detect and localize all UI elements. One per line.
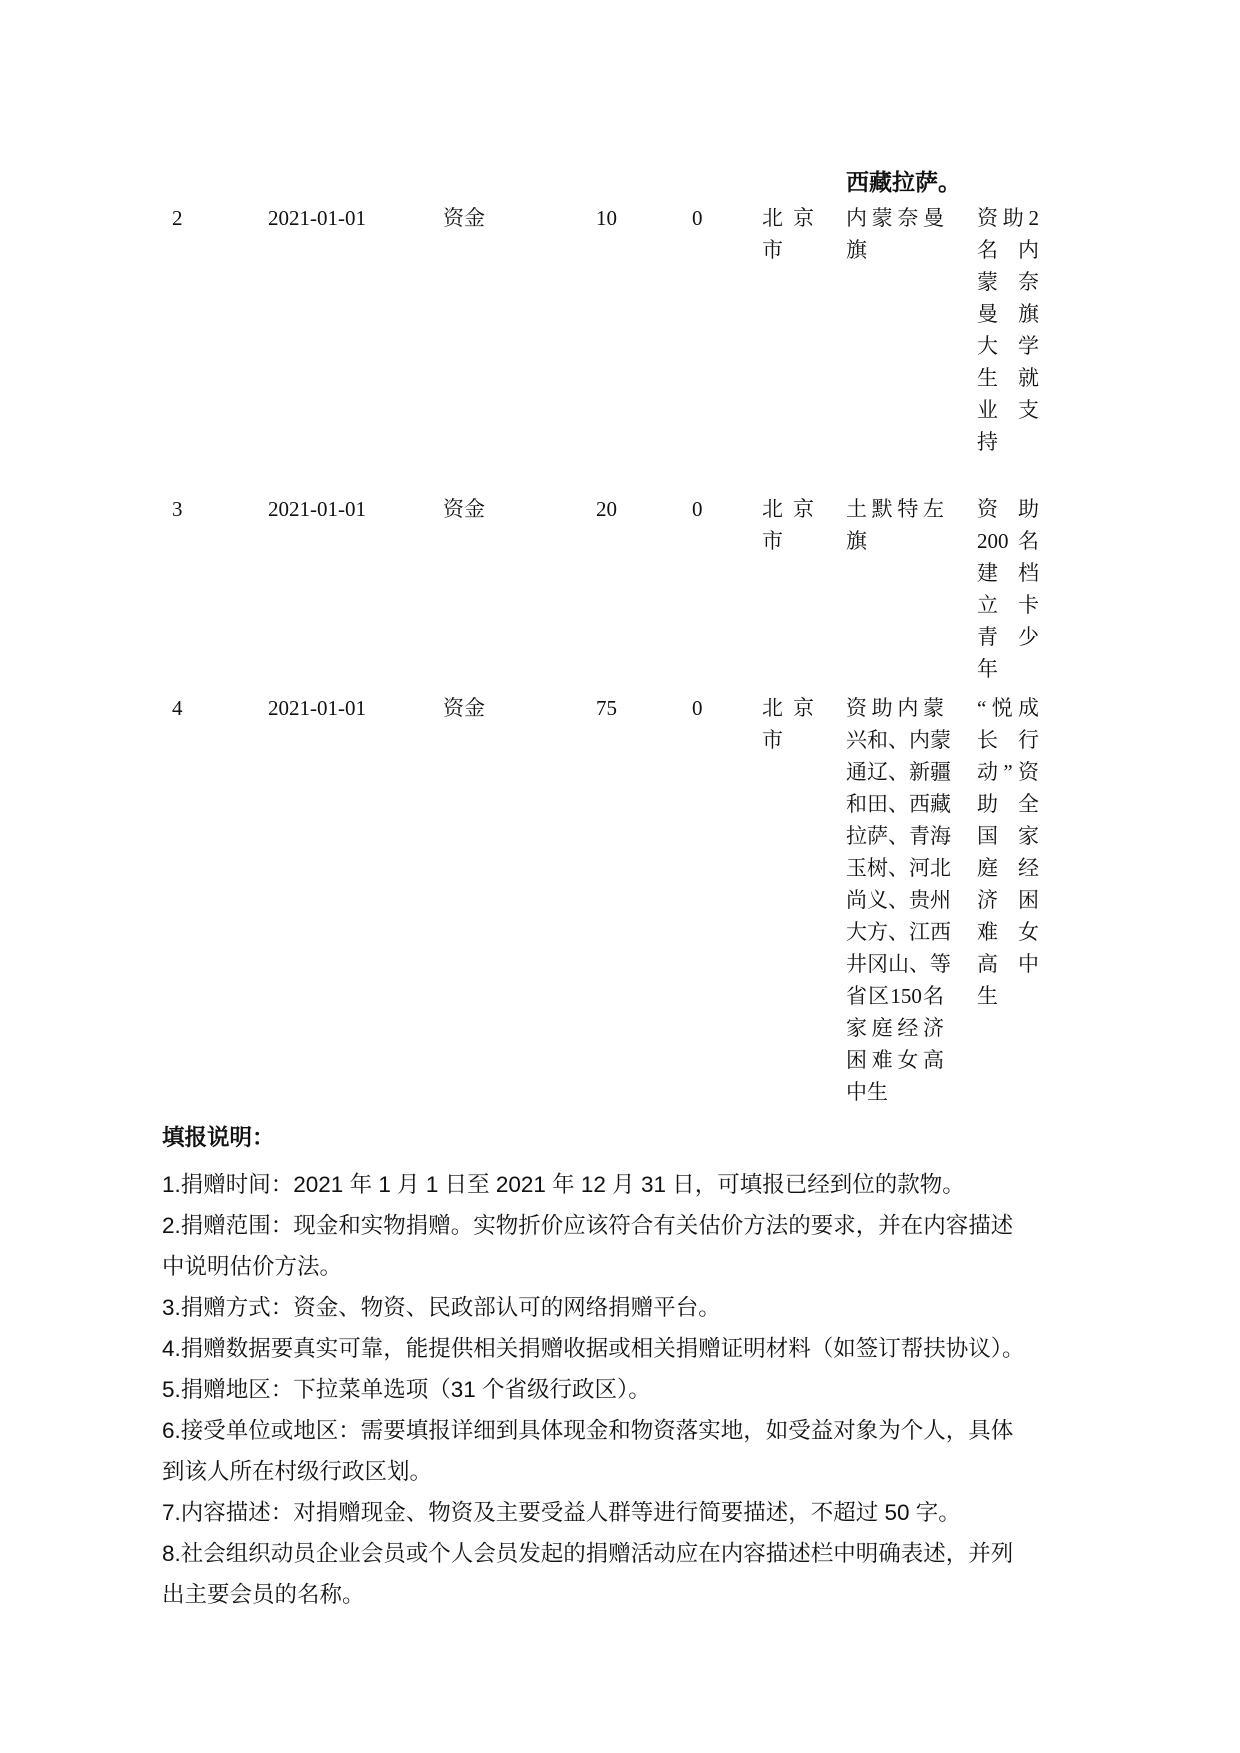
cell-line: 兴和、内蒙 [846, 728, 951, 752]
content-description [977, 202, 1039, 458]
cell-line: 北京 [762, 206, 814, 230]
instruction-line: 3.捐赠方式：资金、物资、民政部认可的网络捐赠平台。 [162, 1295, 721, 1320]
cell-line: 省区150名 [846, 984, 944, 1008]
cell-line: 资助内蒙 [846, 696, 944, 720]
cell-line: 大学 [977, 334, 1039, 358]
cell-line: 旗 [846, 529, 867, 553]
donation-amount: 10 [596, 206, 617, 230]
filling-instructions [162, 1120, 1025, 1615]
cell-line: 土默特左 [846, 497, 944, 521]
cell-line: 立卡 [977, 593, 1039, 617]
donation-amount: 20 [596, 497, 617, 521]
instructions-list [162, 1164, 1025, 1615]
cell-line: 内蒙奈曼 [846, 206, 944, 230]
recipient-region [846, 692, 951, 1108]
content-description [977, 493, 1039, 685]
cell-line: 玉树、河北 [846, 856, 951, 880]
instruction-line: 中说明估价方法。 [162, 1254, 343, 1279]
cell-line: 大方、江西 [846, 920, 951, 944]
cell-line: 中生 [846, 1080, 888, 1104]
cell-line: 国家 [977, 824, 1039, 848]
cell-line: 尚义、贵州 [846, 888, 951, 912]
instruction-line: 7.内容描述：对捐赠现金、物资及主要受益人群等进行简要描述，不超过 50 字。 [162, 1500, 961, 1525]
cell-line: 市 [762, 529, 783, 553]
instruction-line: 6.接受单位或地区：需要填报详细到具体现金和物资落实地，如受益对象为个人，具体 [162, 1418, 1014, 1443]
donation-region [762, 202, 814, 266]
in-kind-amount: 0 [692, 206, 703, 230]
donation-date: 2021-01-01 [268, 497, 366, 521]
cell-line: 助全 [977, 792, 1039, 816]
cell-line: 和田、西藏 [846, 792, 951, 816]
cell-line: 年 [977, 657, 998, 681]
donation-date: 2021-01-01 [268, 696, 366, 720]
cell-line: 蒙奈 [977, 270, 1039, 294]
content-description [977, 692, 1039, 1012]
cell-line: 庭经 [977, 856, 1039, 880]
donation-amount: 75 [596, 696, 617, 720]
cell-line: 资助 [977, 497, 1039, 521]
cell-line: 曼旗 [977, 302, 1039, 326]
cell-line: 200名 [977, 529, 1039, 553]
donation-region [762, 692, 814, 756]
recipient-region [846, 202, 944, 266]
cell-line: 名内 [977, 238, 1039, 262]
row-number: 3 [172, 497, 183, 521]
donation-type: 资金 [443, 497, 485, 521]
cell-line: 高中 [977, 952, 1039, 976]
cell-line: 动”资 [977, 760, 1039, 784]
cell-line: 困难女高 [846, 1048, 944, 1072]
cell-line: 市 [762, 728, 783, 752]
donation-region [762, 493, 814, 557]
cell-line: 井冈山、等 [846, 952, 951, 976]
cell-line: 通辽、新疆 [846, 760, 951, 784]
instruction-line: 到该人所在村级行政区划。 [162, 1459, 433, 1484]
cell-line: 北京 [762, 696, 814, 720]
in-kind-amount: 0 [692, 497, 703, 521]
in-kind-amount: 0 [692, 696, 703, 720]
cell-line: 难女 [977, 920, 1039, 944]
cell-line: 青少 [977, 625, 1039, 649]
cell-line: 生 [977, 984, 998, 1008]
cell-line: 拉萨、青海 [846, 824, 951, 848]
cell-line: 旗 [846, 238, 867, 262]
cell-line: “悦成 [977, 696, 1039, 720]
donation-date: 2021-01-01 [268, 206, 366, 230]
row-number: 4 [172, 696, 183, 720]
instruction-line: 出主要会员的名称。 [162, 1582, 365, 1607]
recipient-region [846, 493, 944, 557]
continued-cell-text: 西藏拉萨。 [846, 169, 961, 195]
instruction-line: 2.捐赠范围：现金和实物捐赠。实物折价应该符合有关估价方法的要求，并在内容描述 [162, 1213, 1014, 1238]
instruction-line: 4.捐赠数据要真实可靠，能提供相关捐赠收据或相关捐赠证明材料（如签订帮扶协议）。 [162, 1336, 1025, 1361]
cell-line: 建档 [977, 561, 1039, 585]
row-number: 2 [172, 206, 183, 230]
donation-type: 资金 [443, 696, 485, 720]
instruction-line: 1.捐赠时间：2021 年 1 月 1 日至 2021 年 12 月 31 日，可填报已经到位的款物。 [162, 1172, 965, 1197]
cell-line: 业支 [977, 398, 1039, 422]
donation-type: 资金 [443, 206, 485, 230]
cell-line: 济困 [977, 888, 1039, 912]
instruction-line: 5.捐赠地区：下拉菜单选项（31 个省级行政区）。 [162, 1377, 651, 1402]
cell-line: 持 [977, 430, 998, 454]
cell-line: 北京 [762, 497, 814, 521]
cell-line: 资助2 [977, 206, 1039, 230]
instructions-heading: 填报说明： [162, 1125, 275, 1150]
cell-line: 生就 [977, 366, 1039, 390]
instruction-line: 8.社会组织动员企业会员或个人会员发起的捐赠活动应在内容描述栏中明确表述，并列 [162, 1541, 1014, 1566]
cell-line: 市 [762, 238, 783, 262]
cell-line: 长行 [977, 728, 1039, 752]
cell-line: 家庭经济 [846, 1016, 944, 1040]
